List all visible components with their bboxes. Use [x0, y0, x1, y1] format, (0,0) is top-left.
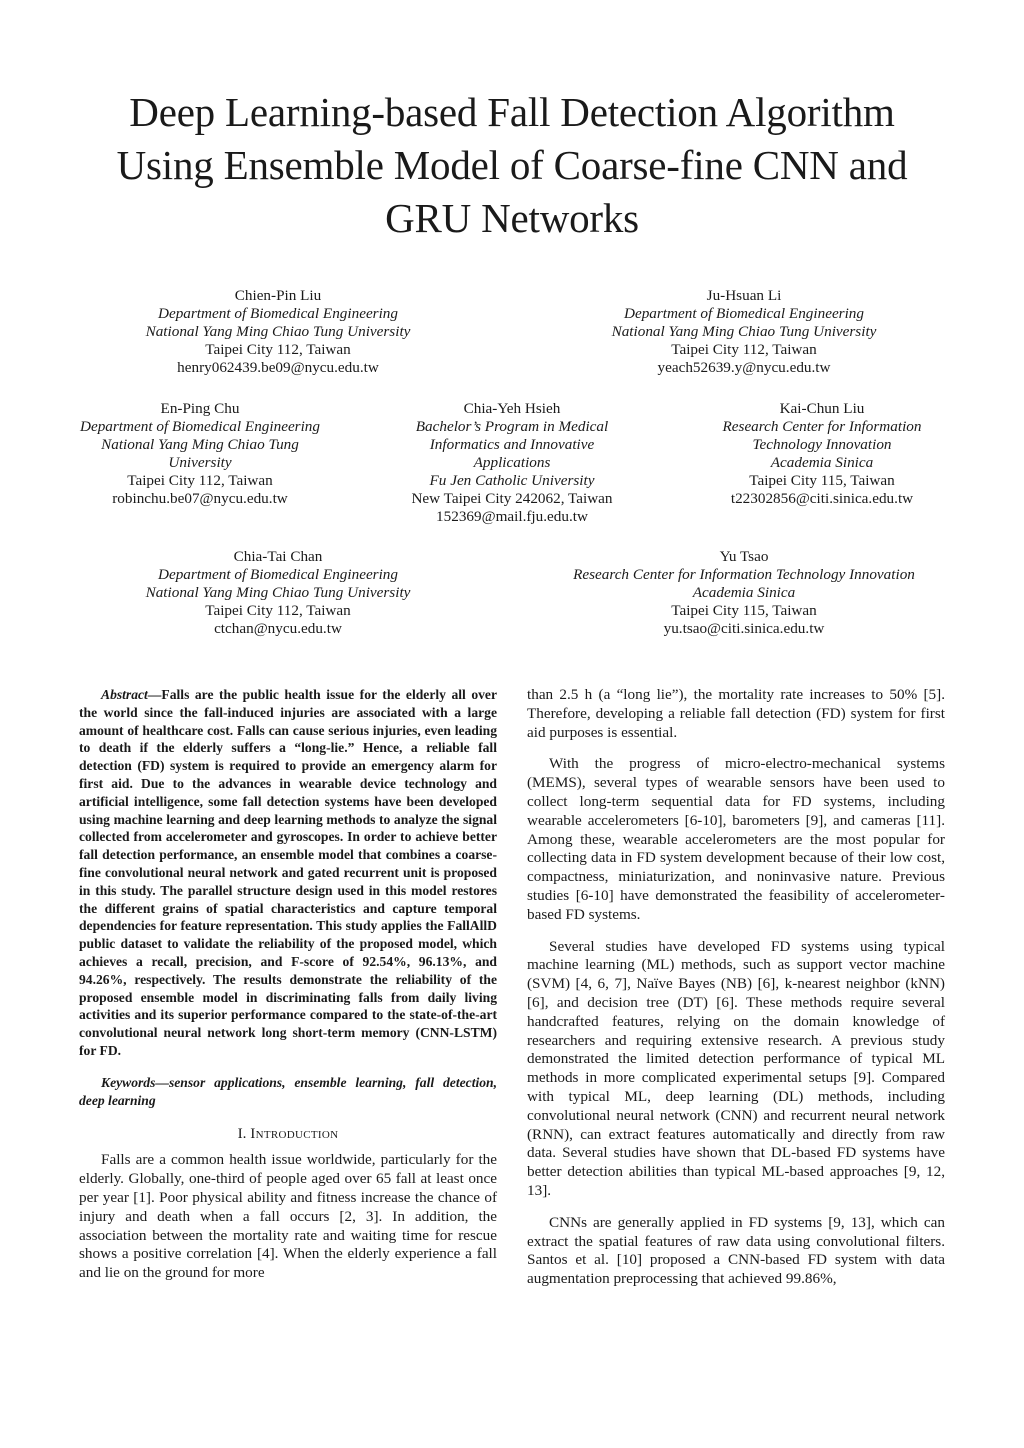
- author-location: Taipei City 115, Taiwan: [671, 602, 817, 619]
- author-affiliation: Department of Biomedical Engineering: [624, 305, 864, 322]
- author-block-yu-tsao: [554, 548, 934, 638]
- author-affiliation: Academia Sinica: [770, 454, 874, 471]
- author-email[interactable]: ctchan@nycu.edu.tw: [214, 620, 342, 637]
- author-email[interactable]: t22302856@citi.sinica.edu.tw: [730, 490, 914, 507]
- author-affiliation: University: [168, 454, 232, 471]
- author-affiliation: Department of Biomedical Engineering: [158, 566, 398, 583]
- title-line: GRU Networks: [385, 195, 639, 241]
- title-line: Using Ensemble Model of Coarse-fine CNN and: [116, 142, 908, 188]
- body-paragraph: CNNs are generally applied in FD systems [9, 13], which can extract the spatial features of raw data using convolutional filters. Santos et al. [10] proposed a CNN-based FD system with data augmentation preprocessing that achieved 99.86%,: [527, 1213, 945, 1288]
- body-paragraph: Several studies have developed FD systems using typical machine learning (ML) methods, such as support vector machine (SVM) [4, 6, 7], Naïve Bayes (NB) [6], k-nearest neighbor (kNN) [6], and decision tree (DT) [6]. These methods require several handcrafted features, relying on the domain knowledge of researchers and requiring extensive research. A previous study demonstrated the limited detection performance of typical ML methods in more complicated experimental setups [9]. Compared with typical ML, deep learning (DL) methods, including convolutional neural network (CNN) and recurrent neural network (RNN), can extract features automatically and directly from raw data. Several studies have shown that DL-based FD systems have better detection abilities than typical ML-based approaches [9, 12, 13].: [527, 937, 945, 1199]
- author-affiliation: Bachelor’s Program in Medical: [415, 418, 609, 435]
- author-affiliation: Informatics and Innovative: [429, 436, 595, 453]
- title-line: Deep Learning-based Fall Detection Algorithm: [129, 89, 895, 135]
- author-name: Ju-Hsuan Li: [706, 287, 782, 304]
- author-location: Taipei City 112, Taiwan: [671, 341, 817, 358]
- author-block-en-ping-chu: [60, 400, 340, 508]
- author-location: New Taipei City 242062, Taiwan: [411, 490, 613, 507]
- body-paragraph: With the progress of micro-electro-mechanical systems (MEMS), several types of wearable sensors have been used to collect long-term sequential data for FD systems, including wearable accelerometers [6-10], barometers [9], and cameras [11]. Among these, wearable accelerometers are the most popular for collecting data in FD system development because of their low cost, compactness, miniaturization, and noninvasive nature. Previous studies [6-10] have demonstrated the feasibility of accelerometer-based FD systems.: [527, 755, 945, 923]
- author-block-chien-pin-liu: [128, 287, 428, 377]
- author-affiliation: Department of Biomedical Engineering: [80, 418, 320, 435]
- author-affiliation: Department of Biomedical Engineering: [158, 305, 398, 322]
- author-email[interactable]: robinchu.be07@nycu.edu.tw: [112, 490, 288, 507]
- author-block-ju-hsuan-li: [594, 287, 894, 377]
- author-name: En-Ping Chu: [160, 400, 240, 417]
- section-number: I.: [237, 1125, 251, 1143]
- body-paragraph: Falls are a common health issue worldwide, particularly for the elderly. Globally, one-third of people aged over 65 fall at least once per year [1]. Poor physical ability and fitness increase the chance of injury and death when a fall occurs [2, 3]. In addition, the association between the mortality rate and waiting time for rescue shows a positive correlation [4]. When the elderly experience a fall and lie on the ground for more: [79, 1151, 497, 1282]
- abstract: [79, 686, 497, 1060]
- abstract-text: Falls are the public health issue for the elderly all over the world since the fall-induced injuries are associated with a large amount of healthcare cost. Falls can cause serious injuries, even leading to death if the elderly suffers a “long-lie.” Hence, a reliable fall detection (FD) system is required to provide an emergency alarm for first aid. Due to the advances in wearable device technology and artificial intelligence, some fall detection systems have been developed using machine learning and deep learning methods to analyze the signal collected from accelerometer and gyroscopes. In order to achieve better fall detection performance, an ensemble model that combines a coarse-fine convolutional neural network and gated recurrent unit is proposed in this study. The parallel structure design used in this model restores the different grains of spatial characteristics and capture temporal dependencies for feature representation. This study applies the FallAllD public dataset to validate the reliability of the proposed model, which achieves a recall, precision, and F-score of 92.54%, 96.13%, and 94.26%, respectively. The results demonstrate the reliability of the proposed ensemble model in discriminating falls from daily living activities and its superior performance compared to the state-of-the-art convolutional neural network long short-term memory (CNN-LSTM) for FD.: [79, 687, 497, 1058]
- left-column: [79, 686, 497, 1283]
- keywords: [79, 1074, 497, 1110]
- author-name: Chia-Tai Chan: [233, 548, 323, 565]
- author-affiliation: Technology Innovation: [752, 436, 892, 453]
- paper-title: [80, 86, 944, 245]
- author-location: Taipei City 112, Taiwan: [205, 602, 351, 619]
- author-name: Chia-Yeh Hsieh: [463, 400, 561, 417]
- author-affiliation: National Yang Ming Chiao Tung University: [611, 323, 877, 340]
- section-title: Introduction: [250, 1125, 339, 1143]
- author-affiliation: Applications: [473, 454, 551, 471]
- keywords-label: Keywords—: [101, 1074, 169, 1090]
- keywords-text: sensor applications, ensemble learning, fall detection, deep learning: [79, 1074, 497, 1108]
- author-affiliation: National Yang Ming Chiao Tung University: [145, 584, 411, 601]
- author-block-chia-tai-chan: [128, 548, 428, 638]
- right-column: [527, 686, 945, 1289]
- abstract-label: Abstract—: [101, 687, 162, 702]
- author-block-chia-yeh-hsieh: [372, 400, 652, 526]
- section-heading-introduction: [79, 1125, 497, 1143]
- author-email[interactable]: yeach52639.y@nycu.edu.tw: [657, 359, 831, 376]
- author-affiliation: Research Center for Information: [722, 418, 922, 435]
- author-block-kai-chun-liu: [682, 400, 962, 508]
- author-name: Kai-Chun Liu: [779, 400, 865, 417]
- author-affiliation: National Yang Ming Chiao Tung University: [145, 323, 411, 340]
- author-email[interactable]: henry062439.be09@nycu.edu.tw: [177, 359, 379, 376]
- body-paragraph: than 2.5 h (a “long lie”), the mortality rate increases to 50% [5]. Therefore, developing a reliable fall detection (FD) system for first aid purposes is essential.: [527, 686, 945, 741]
- author-affiliation: Academia Sinica: [692, 584, 796, 601]
- author-location: Taipei City 112, Taiwan: [205, 341, 351, 358]
- author-affiliation: Fu Jen Catholic University: [429, 472, 595, 489]
- author-email[interactable]: yu.tsao@citi.sinica.edu.tw: [663, 620, 825, 637]
- author-location: Taipei City 112, Taiwan: [127, 472, 273, 489]
- author-name: Yu Tsao: [719, 548, 769, 565]
- author-location: Taipei City 115, Taiwan: [749, 472, 895, 489]
- author-affiliation: Research Center for Information Technology Innovation: [573, 566, 915, 583]
- author-affiliation: National Yang Ming Chiao Tung: [101, 436, 299, 453]
- author-email[interactable]: 152369@mail.fju.edu.tw: [436, 508, 588, 525]
- author-name: Chien-Pin Liu: [234, 287, 322, 304]
